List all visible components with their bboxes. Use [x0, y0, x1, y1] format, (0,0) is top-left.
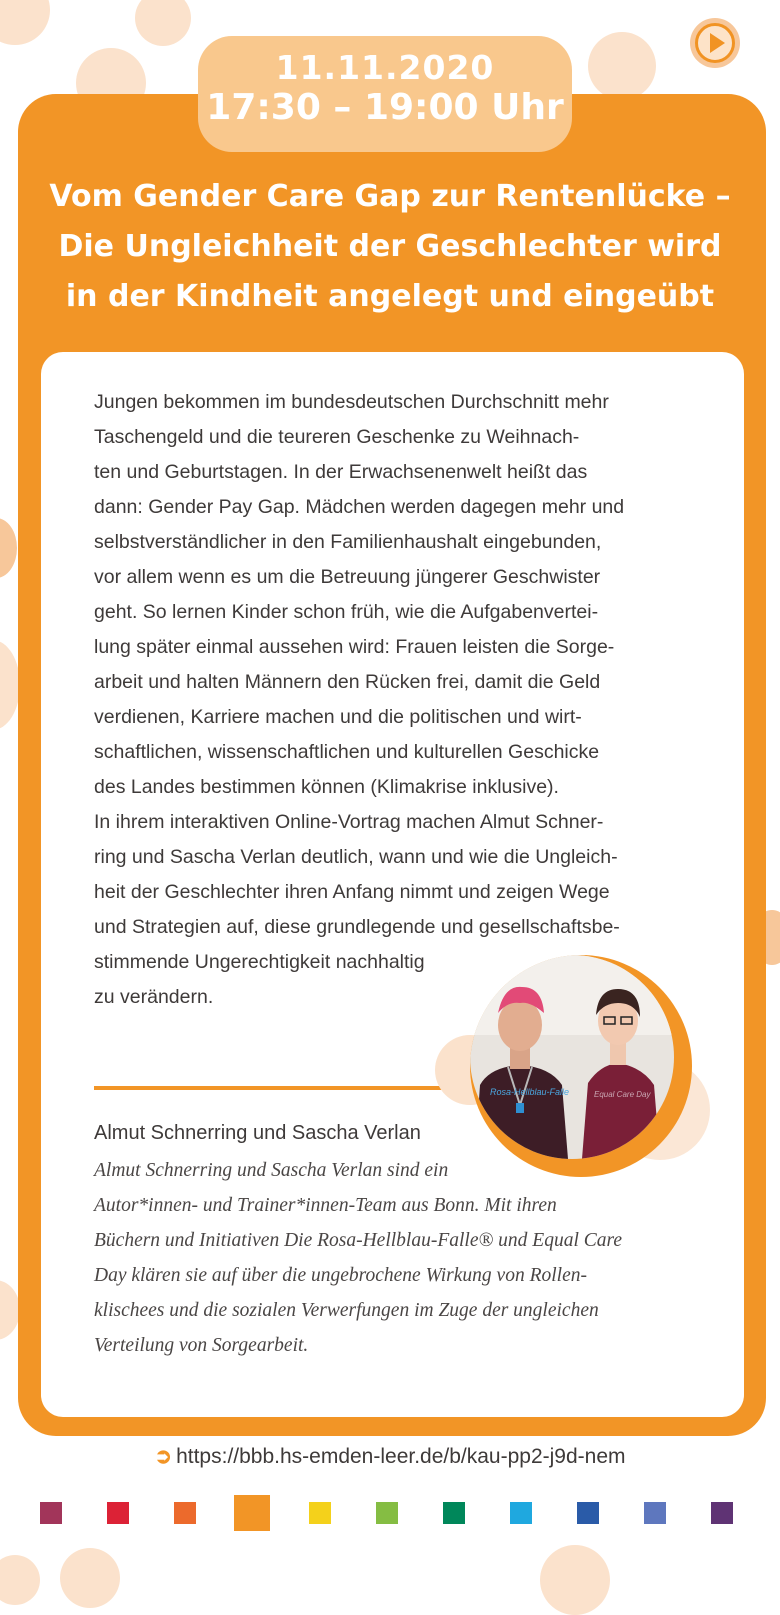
decor-dot: [0, 1280, 20, 1340]
decor-dot: [135, 0, 191, 46]
shirt-text-left: Rosa-Hellblau-Falle: [490, 1087, 570, 1097]
event-description: Jungen bekommen im bundesdeutschen Durchschnitt mehr Taschengeld und die teureren Geschenke zu Weihnach- ten und Geburtstagen. In der Erwachsenenwelt heißt das dann: Gender Pay Gap. Mädchen werden dagegen mehr und selbstverständlicher in den Familienhaushalt eingebunden, vor allem wenn es um die Betreuung jüngerer Geschwister geht. So lernen Kinder schon früh, wie die Aufgabenvertei- lung später einmal aussehen wird: Frauen leisten die Sorge- arbeit und halten Männern den Rücken frei, damit die Geld verdienen, Karriere machen und die politischen und wirt- schaftlichen, wissenschaftlichen und kulturellen Geschicke des Landes bestimmen können (Klimakrise inklusive). In ihrem interaktiven Online-Vortrag machen Almut Schner- ring und Sascha Verlan deutlich, wann und wie die Ungleich- heit der Geschlechter ihren Anfang nimmt und zeigen Wege und Strategien auf, diese grundlegende und gesellschaftsbe- stimmende Ungerechtigkeit nachhaltig zu verändern.: [94, 391, 625, 1008]
event-title: [40, 172, 740, 322]
event-title-line: Die Ungleichheit der Geschlechter wird: [58, 229, 722, 264]
speakers-bio: Almut Schnerring und Sascha Verlan sind ein Autor*innen- und Trainer*innen-Team aus Bonn. Mit ihren Büchern und Initiativen Die Rosa-Hellblau-Falle® und Equal Care Day klären sie auf über die ungebrochene Wirkung von Rollen- klischees und die sozialen Verwerfungen im Zuge der ungleichen Verteilung von Sorgearbeit.: [94, 1160, 623, 1356]
decor-dot: [0, 1555, 40, 1605]
decor-dot: [540, 1545, 610, 1615]
color-square: [711, 1502, 733, 1524]
shirt-text-right: Equal Care Day: [594, 1090, 651, 1099]
color-square: [577, 1502, 599, 1524]
speakers-illustration: [470, 955, 674, 1159]
external-link-arrow-icon: ➲: [154, 1445, 173, 1468]
play-icon[interactable]: [690, 18, 740, 68]
date-badge: [198, 36, 572, 152]
speakers-photo: [470, 955, 674, 1159]
event-title-line: in der Kindheit angelegt und eingeübt: [65, 279, 715, 314]
meeting-link-url[interactable]: https://bbb.hs-emden-leer.de/b/kau-pp2-j9d-nem: [176, 1445, 626, 1468]
color-square-highlighted: [234, 1495, 270, 1531]
decor-dot: [588, 32, 656, 100]
color-square: [376, 1502, 398, 1524]
event-time: 17:30 – 19:00 Uhr: [206, 87, 564, 128]
color-square: [107, 1502, 129, 1524]
color-square: [309, 1502, 331, 1524]
color-square: [443, 1502, 465, 1524]
event-date: 11.11.2020: [275, 48, 495, 87]
play-icon-triangle: [710, 33, 725, 53]
decor-dot: [0, 0, 50, 45]
decor-dot: [0, 640, 20, 730]
speakers-photo-frame: [470, 955, 692, 1177]
speakers-names: Almut Schnerring und Sascha Verlan: [94, 1122, 421, 1144]
color-square: [174, 1502, 196, 1524]
meeting-link[interactable]: [0, 1444, 780, 1469]
color-square: [644, 1502, 666, 1524]
color-square: [40, 1502, 62, 1524]
event-title-line: Vom Gender Care Gap zur Rentenlücke –: [49, 179, 731, 214]
decor-dot: [60, 1548, 120, 1608]
section-divider: [94, 1086, 486, 1090]
color-square: [510, 1502, 532, 1524]
decor-dot: [0, 518, 17, 578]
